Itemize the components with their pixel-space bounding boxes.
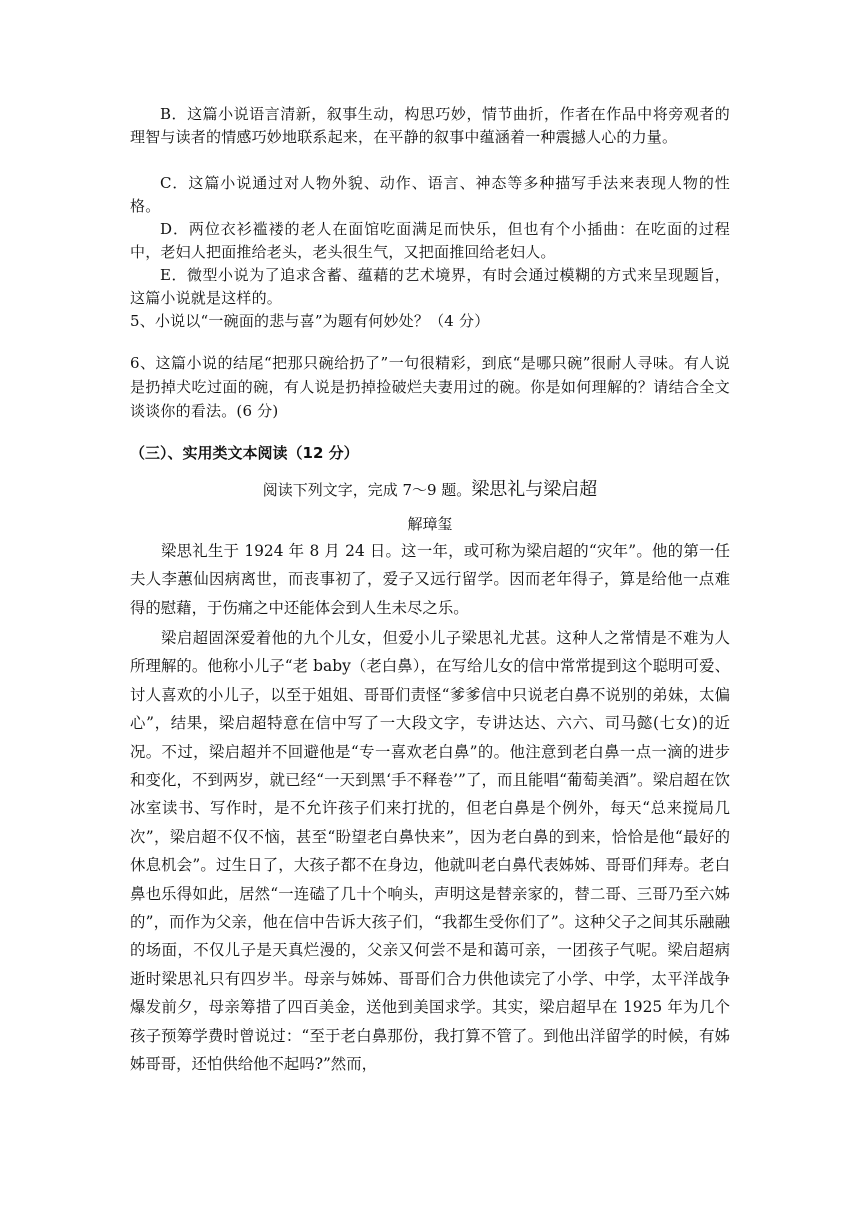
reading-instruction: 阅读下列文字，完成 7～9 题。: [262, 481, 472, 499]
option-b: B．这篇小说语言清新，叙事生动，构思巧妙，情节曲折，作者在作品中将旁观者的理智与读者的情感巧妙地联系起来，在平静的叙事中蕴涵着一种震撼人心的力量。: [130, 105, 730, 146]
article-title: 梁思礼与梁启超: [471, 479, 598, 500]
section-heading: （三）、实用类文本阅读（12 分）: [130, 444, 359, 462]
option-e: E．微型小说为了追求含蓄、蕴藉的艺术境界，有时会通过模糊的方式来呈现题旨，这篇小说就是这样的。: [130, 266, 730, 307]
question-6: 6、这篇小说的结尾“把那只碗给扔了”一句很精彩，到底“是哪只碗”很耐人寻味。有人说是扔掉犬吃过面的碗，有人说是扔掉捡破烂夫妻用过的碗。你是如何理解的？请结合全文谈谈你的看法。(6 分): [130, 354, 730, 420]
article-author: 解璋玺: [407, 515, 453, 533]
option-c: C．这篇小说通过对人物外貌、动作、语言、神态等多种描写手法来表现人物的性格。: [130, 174, 730, 215]
article-paragraph-1: 梁思礼生于 1924 年 8 月 24 日。这一年，或可称为梁启超的“灾年”。他的第一任夫人李蕙仙因病离世，而丧事初了，爱子又远行留学。因而老年得子，算是给他一点难得的慰藉，于伤痛之中还能体会到人生未尽之乐。: [130, 542, 730, 617]
section-intro: [130, 477, 730, 503]
article-paragraph-2: 梁启超固深爱着他的九个儿女，但爱小儿子梁思礼尤甚。这种人之常情是不难为人所理解的。他称小儿子“老 baby（老白鼻），在写给儿女的信中常常提到这个聪明可爱、讨人喜欢的小儿子，以至于姐姐、哥哥们责怪“爹爹信中只说老白鼻不说别的弟妹，太偏心”，结果，梁启超特意在信中写了一大段文字，专讲达达、六六、司马懿(七女)的近况。不过，梁启超并不回避他是“专一喜欢老白鼻”的。他注意到老白鼻一点一滴的进步和变化，不到两岁，就已经“一天到黑‘手不释卷’”了，而且能唱“葡萄美酒”。梁启超在饮冰室读书、写作时，是不允许孩子们来打扰的，但老白鼻是个例外，每天“总来搅局几次”，梁启超不仅不恼，甚至“盼望老白鼻快来”，因为老白鼻的到来，恰恰是他“最好的休息机会”。过生日了，大孩子都不在身边，他就叫老白鼻代表姊姊、哥哥们拜寿。老白鼻也乐得如此，居然“一连磕了几十个响头，声明这是替亲家的，替二哥、三哥乃至六姊的”，而作为父亲，他在信中告诉大孩子们，“我都生受你们了”。这种父子之间其乐融融的场面，不仅儿子是天真烂漫的，父亲又何尝不是和蔼可亲，一团孩子气呢。梁启超病逝时梁思礼只有四岁半。母亲与姊姊、哥哥们合力供他读完了小学、中学，太平洋战争爆发前夕，母亲筹措了四百美金，送他到美国求学。其实，梁启超早在 1925 年为几个孩子预筹学费时曾说过：“至于老白鼻那份，我打算不管了。到他出洋留学的时候，有姊姊哥哥，还怕供给他不起吗?”然而，: [130, 629, 730, 1074]
question-5: 5、小说以“一碗面的悲与喜”为题有何妙处？（4 分）: [130, 312, 490, 330]
option-d: D．两位衣衫褴褛的老人在面馆吃面满足而快乐，但也有个小插曲：在吃面的过程中，老妇人把面推给老头，老头很生气，又把面推回给老妇人。: [130, 220, 730, 261]
